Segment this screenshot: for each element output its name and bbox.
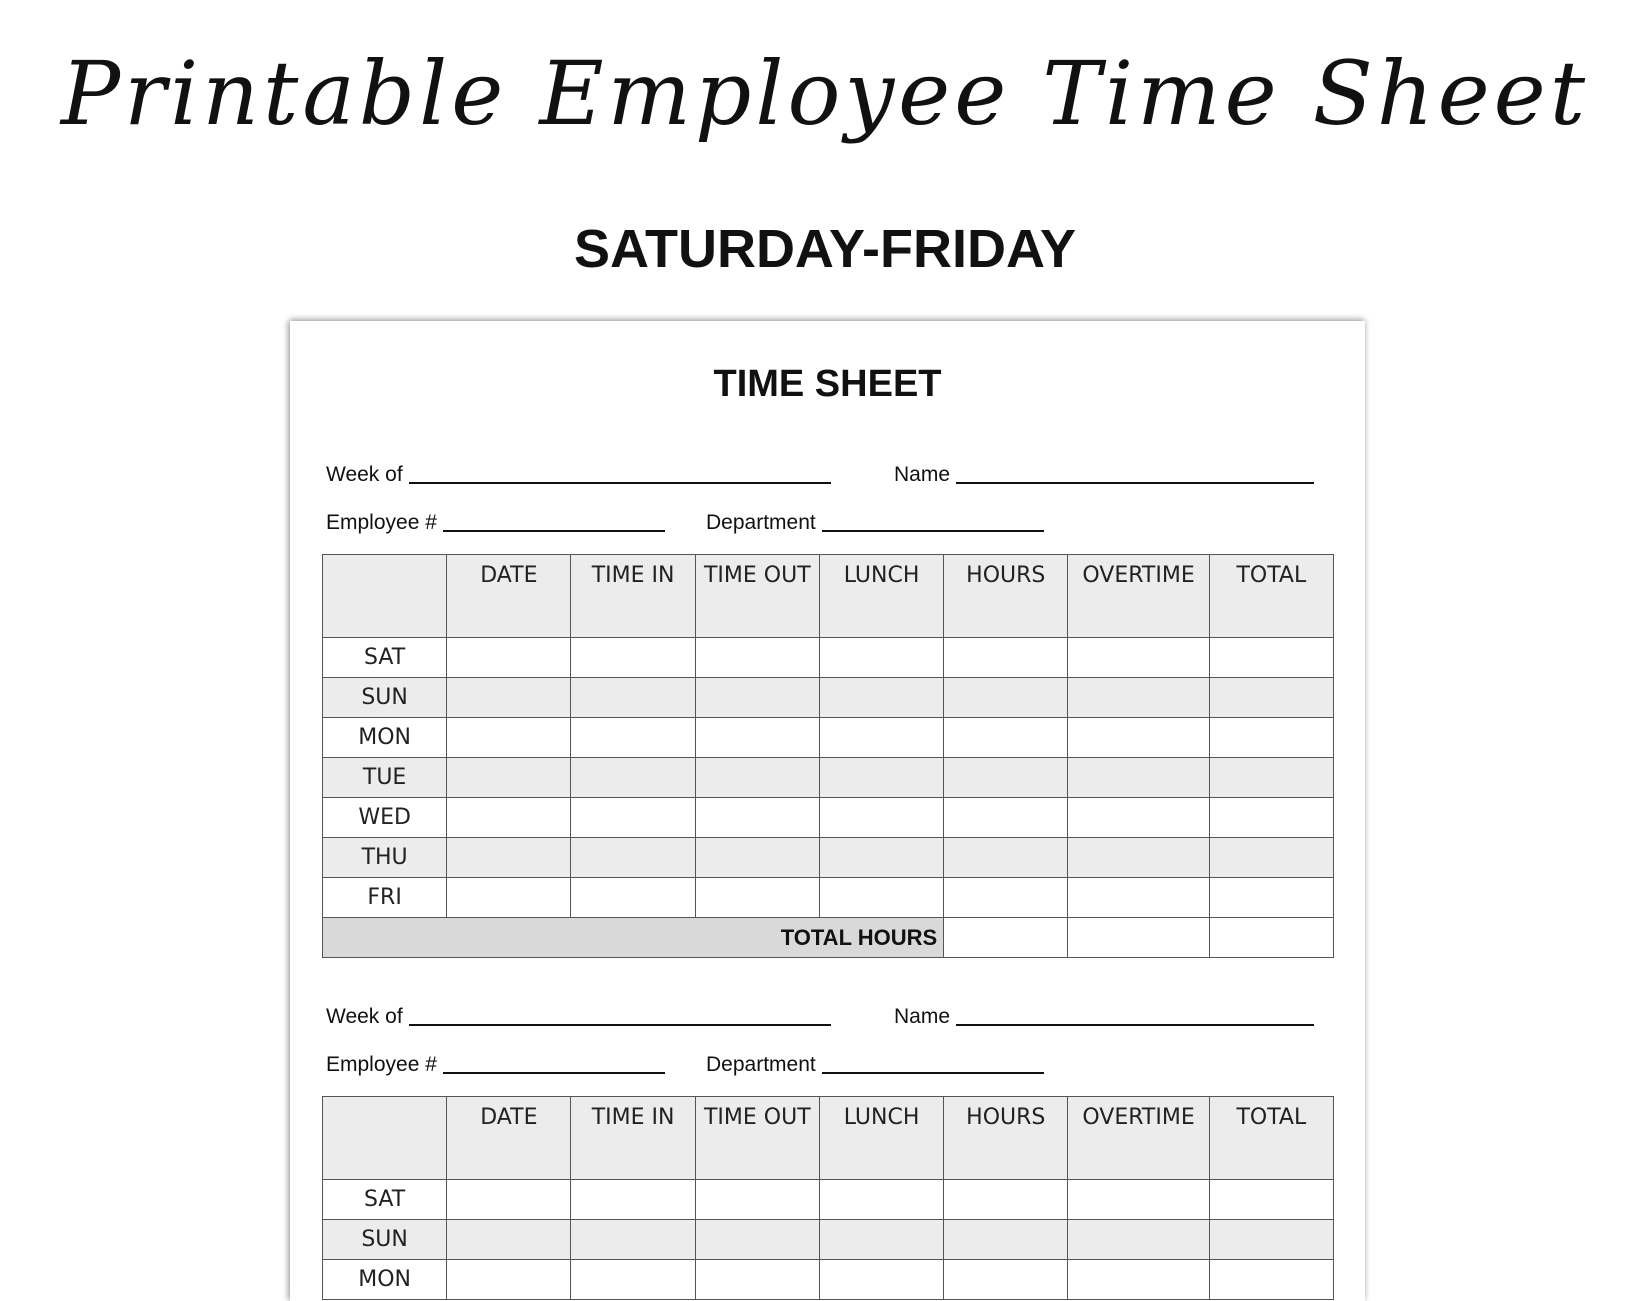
table-row bbox=[323, 638, 1334, 678]
time-out-cell[interactable] bbox=[695, 798, 819, 838]
week-of-label: Week of bbox=[326, 463, 403, 486]
table-header-row bbox=[323, 555, 1334, 638]
name-label: Name bbox=[894, 1005, 951, 1028]
day-label: SUN bbox=[323, 678, 447, 718]
table-row bbox=[323, 718, 1334, 758]
hours-cell[interactable] bbox=[944, 1260, 1068, 1300]
overtime-cell[interactable] bbox=[1068, 1260, 1209, 1300]
time-out-cell[interactable] bbox=[695, 638, 819, 678]
employee-number-line[interactable] bbox=[443, 529, 665, 532]
week-of-field[interactable] bbox=[326, 1005, 831, 1029]
week-of-line[interactable] bbox=[409, 1023, 831, 1026]
column-header-hours: HOURS bbox=[944, 555, 1068, 638]
column-header-date: DATE bbox=[447, 1097, 571, 1180]
employee-number-line[interactable] bbox=[443, 1071, 665, 1074]
column-header-time-in: TIME IN bbox=[571, 1097, 695, 1180]
day-label: FRI bbox=[323, 878, 447, 918]
date-cell[interactable] bbox=[447, 678, 571, 718]
date-cell[interactable] bbox=[447, 718, 571, 758]
table-row bbox=[323, 1180, 1334, 1220]
column-header-time-out: TIME OUT bbox=[695, 1097, 819, 1180]
lunch-cell[interactable] bbox=[819, 1180, 943, 1220]
time-in-cell[interactable] bbox=[571, 718, 695, 758]
date-cell[interactable] bbox=[447, 878, 571, 918]
time-out-cell[interactable] bbox=[695, 838, 819, 878]
column-header-overtime: OVERTIME bbox=[1068, 1097, 1209, 1180]
column-header-total: TOTAL bbox=[1209, 1097, 1333, 1180]
overtime-cell[interactable] bbox=[1068, 1220, 1209, 1260]
column-header-time-in: TIME IN bbox=[571, 555, 695, 638]
total-cell[interactable] bbox=[1209, 758, 1333, 798]
column-header-lunch: LUNCH bbox=[819, 1097, 943, 1180]
department-label: Department bbox=[706, 1053, 816, 1076]
total-cell[interactable] bbox=[1209, 718, 1333, 758]
table-row bbox=[323, 878, 1334, 918]
date-cell[interactable] bbox=[447, 758, 571, 798]
lunch-cell[interactable] bbox=[819, 878, 943, 918]
hours-cell[interactable] bbox=[944, 718, 1068, 758]
day-label: TUE bbox=[323, 758, 447, 798]
time-sheet-page bbox=[290, 321, 1365, 1301]
employee-number-field[interactable] bbox=[326, 1053, 665, 1077]
lunch-cell[interactable] bbox=[819, 718, 943, 758]
field-row-week-name bbox=[326, 999, 1336, 1029]
overtime-cell[interactable] bbox=[1068, 878, 1209, 918]
table-row bbox=[323, 838, 1334, 878]
time-in-cell[interactable] bbox=[571, 798, 695, 838]
day-label: SAT bbox=[323, 638, 447, 678]
total-cell[interactable] bbox=[1209, 1220, 1333, 1260]
time-out-cell[interactable] bbox=[695, 878, 819, 918]
department-field[interactable] bbox=[706, 1053, 1044, 1077]
name-field[interactable] bbox=[894, 463, 1314, 487]
week-of-line[interactable] bbox=[409, 481, 831, 484]
banner-title: Printable Employee Time Sheet bbox=[60, 42, 1590, 145]
banner-subtitle: SATURDAY-FRIDAY bbox=[573, 219, 1077, 279]
day-label: THU bbox=[323, 838, 447, 878]
lunch-cell[interactable] bbox=[819, 678, 943, 718]
column-header-total: TOTAL bbox=[1209, 555, 1333, 638]
time-in-cell[interactable] bbox=[571, 1180, 695, 1220]
column-header-lunch: LUNCH bbox=[819, 555, 943, 638]
column-header-day bbox=[323, 1097, 447, 1180]
table-row bbox=[323, 798, 1334, 838]
hours-cell[interactable] bbox=[944, 1220, 1068, 1260]
date-cell[interactable] bbox=[447, 1180, 571, 1220]
total-hours-cell[interactable] bbox=[944, 918, 1068, 958]
date-cell[interactable] bbox=[447, 798, 571, 838]
table-row bbox=[323, 1220, 1334, 1260]
lunch-cell[interactable] bbox=[819, 1260, 943, 1300]
day-label: SUN bbox=[323, 1220, 447, 1260]
table-row bbox=[323, 758, 1334, 798]
time-in-cell[interactable] bbox=[571, 678, 695, 718]
time-out-cell[interactable] bbox=[695, 758, 819, 798]
date-cell[interactable] bbox=[447, 838, 571, 878]
time-table bbox=[322, 554, 1334, 958]
hours-cell[interactable] bbox=[944, 1180, 1068, 1220]
total-cell[interactable] bbox=[1209, 878, 1333, 918]
total-cell[interactable] bbox=[1209, 638, 1333, 678]
time-out-cell[interactable] bbox=[695, 1260, 819, 1300]
employee-number-field[interactable] bbox=[326, 511, 665, 535]
name-line[interactable] bbox=[956, 1023, 1314, 1026]
overtime-cell[interactable] bbox=[1068, 838, 1209, 878]
overtime-cell[interactable] bbox=[1068, 638, 1209, 678]
day-label: MON bbox=[323, 718, 447, 758]
lunch-cell[interactable] bbox=[819, 798, 943, 838]
sheet-title: TIME SHEET bbox=[713, 363, 942, 405]
employee-number-label: Employee # bbox=[326, 1053, 437, 1076]
hours-cell[interactable] bbox=[944, 678, 1068, 718]
time-in-cell[interactable] bbox=[571, 758, 695, 798]
lunch-cell[interactable] bbox=[819, 838, 943, 878]
lunch-cell[interactable] bbox=[819, 638, 943, 678]
hours-cell[interactable] bbox=[944, 758, 1068, 798]
overtime-cell[interactable] bbox=[1068, 798, 1209, 838]
table-header-row bbox=[323, 1097, 1334, 1180]
time-in-cell[interactable] bbox=[571, 1220, 695, 1260]
column-header-overtime: OVERTIME bbox=[1068, 555, 1209, 638]
day-label: MON bbox=[323, 1260, 447, 1300]
hours-cell[interactable] bbox=[944, 838, 1068, 878]
time-in-cell[interactable] bbox=[571, 878, 695, 918]
day-label: WED bbox=[323, 798, 447, 838]
overtime-cell[interactable] bbox=[1068, 1180, 1209, 1220]
total-overtime-cell[interactable] bbox=[1068, 918, 1209, 958]
date-cell[interactable] bbox=[447, 638, 571, 678]
time-out-cell[interactable] bbox=[695, 1220, 819, 1260]
total-cell[interactable] bbox=[1209, 838, 1333, 878]
table-row bbox=[323, 678, 1334, 718]
name-line[interactable] bbox=[956, 481, 1314, 484]
hours-cell[interactable] bbox=[944, 798, 1068, 838]
column-header-day bbox=[323, 555, 447, 638]
column-header-time-out: TIME OUT bbox=[695, 555, 819, 638]
hours-cell[interactable] bbox=[944, 878, 1068, 918]
name-field[interactable] bbox=[894, 1005, 1314, 1029]
total-cell[interactable] bbox=[1209, 798, 1333, 838]
column-header-hours: HOURS bbox=[944, 1097, 1068, 1180]
table-row bbox=[323, 1260, 1334, 1300]
time-in-cell[interactable] bbox=[571, 838, 695, 878]
department-line[interactable] bbox=[822, 529, 1044, 532]
hours-cell[interactable] bbox=[944, 638, 1068, 678]
time-in-cell[interactable] bbox=[571, 638, 695, 678]
total-cell[interactable] bbox=[1209, 1260, 1333, 1300]
time-table bbox=[322, 1096, 1334, 1300]
time-out-cell[interactable] bbox=[695, 1180, 819, 1220]
total-cell[interactable] bbox=[1209, 1180, 1333, 1220]
overtime-cell[interactable] bbox=[1068, 758, 1209, 798]
lunch-cell[interactable] bbox=[819, 1220, 943, 1260]
overtime-cell[interactable] bbox=[1068, 718, 1209, 758]
time-out-cell[interactable] bbox=[695, 678, 819, 718]
total-hours-label: TOTAL HOURS bbox=[323, 918, 944, 958]
date-cell[interactable] bbox=[447, 1260, 571, 1300]
week-of-label: Week of bbox=[326, 1005, 403, 1028]
employee-number-label: Employee # bbox=[326, 511, 437, 534]
department-line[interactable] bbox=[822, 1071, 1044, 1074]
total-hours-row bbox=[323, 918, 1334, 958]
week-of-field[interactable] bbox=[326, 463, 831, 487]
total-cell[interactable] bbox=[1209, 678, 1333, 718]
department-field[interactable] bbox=[706, 511, 1044, 535]
time-out-cell[interactable] bbox=[695, 718, 819, 758]
date-cell[interactable] bbox=[447, 1220, 571, 1260]
overtime-cell[interactable] bbox=[1068, 678, 1209, 718]
day-label: SAT bbox=[323, 1180, 447, 1220]
time-in-cell[interactable] bbox=[571, 1260, 695, 1300]
field-row-week-name bbox=[326, 457, 1336, 487]
field-row-employee-department bbox=[326, 505, 1336, 535]
column-header-date: DATE bbox=[447, 555, 571, 638]
name-label: Name bbox=[894, 463, 951, 486]
field-row-employee-department bbox=[326, 1047, 1336, 1077]
department-label: Department bbox=[706, 511, 816, 534]
grand-total-cell[interactable] bbox=[1209, 918, 1333, 958]
lunch-cell[interactable] bbox=[819, 758, 943, 798]
